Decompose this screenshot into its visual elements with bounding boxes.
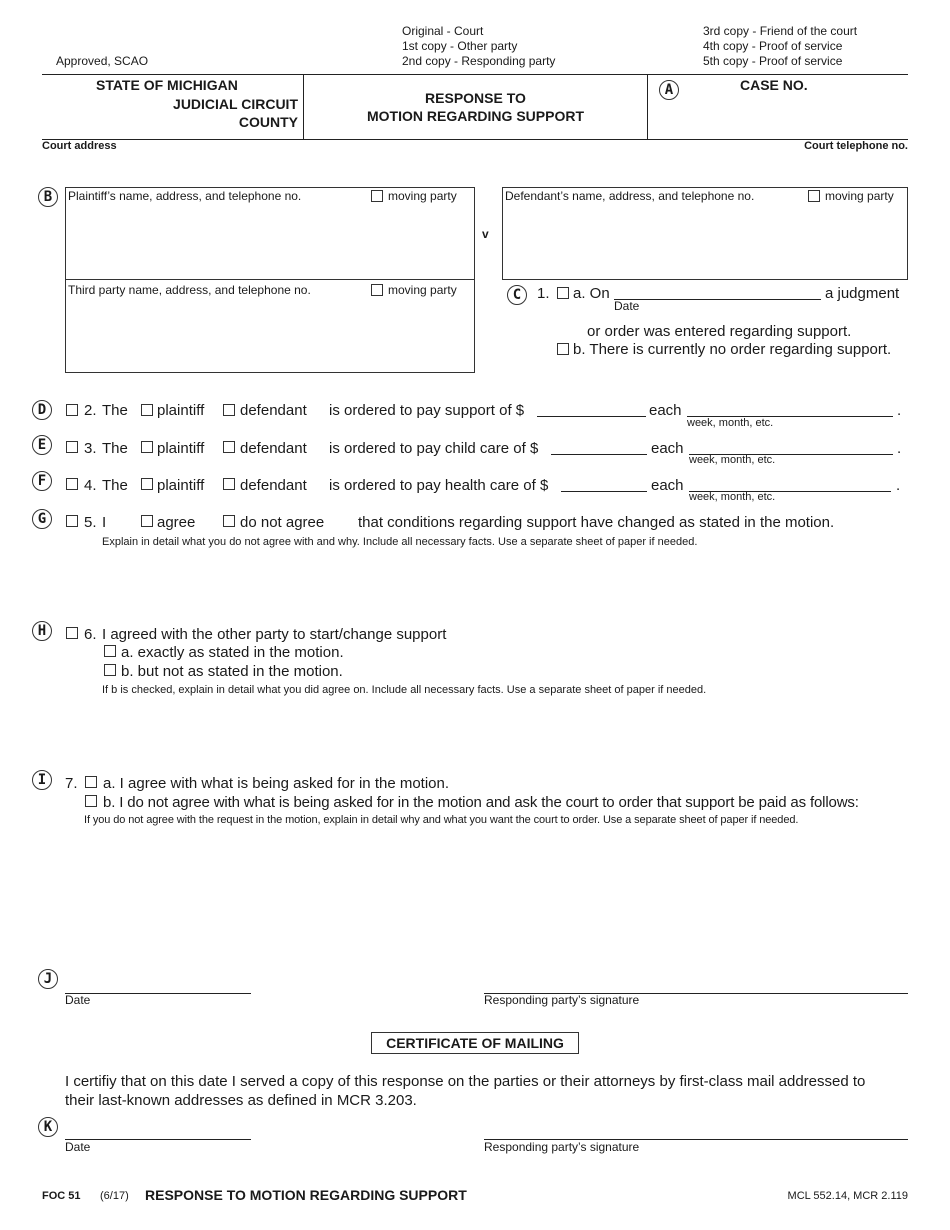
item2-text: is ordered to pay support of $: [329, 402, 525, 419]
item1b-label: b. There is currently no order regarding support.: [573, 341, 892, 358]
mailing-date-line[interactable]: [65, 1139, 251, 1140]
item4-text: is ordered to pay health care of $: [329, 477, 549, 494]
item1a-checkbox[interactable]: [557, 287, 569, 299]
third-party-moving-party-checkbox[interactable]: [371, 284, 383, 296]
defendant-moving-party-checkbox[interactable]: [808, 190, 820, 202]
item6-explain: If b is checked, explain in detail what you did agree on. Include all necessary facts. Use a separate sheet of paper if needed.: [102, 684, 707, 696]
item6a-label: a. exactly as stated in the motion.: [121, 644, 344, 661]
item2-each: each: [649, 402, 682, 419]
copy-distribution-2nd: 2nd copy - Responding party: [402, 54, 556, 68]
item5-i: I: [102, 514, 107, 531]
item4-the: The: [102, 477, 128, 494]
response-signature-caption: Responding party’s signature: [484, 993, 640, 1007]
item1a-date-caption: Date: [614, 299, 640, 313]
marker-c: C: [507, 285, 527, 305]
item3-plaintiff-label: plaintiff: [157, 440, 205, 457]
item7a-label: a. I agree with what is being asked for in the motion.: [103, 775, 450, 792]
item3-amount-line[interactable]: [551, 454, 647, 455]
marker-g: G: [32, 509, 52, 529]
court-address-label: Court address: [42, 140, 117, 152]
copy-distribution-5th: 5th copy - Proof of service: [703, 54, 843, 68]
versus-label: v: [482, 227, 489, 241]
item5-text: that conditions regarding support have changed as stated in the motion.: [358, 514, 835, 531]
header-top-rule: [42, 74, 908, 75]
item5-agree-checkbox[interactable]: [141, 515, 153, 527]
item4-plaintiff-label: plaintiff: [157, 477, 205, 494]
marker-d: D: [32, 400, 52, 420]
third-party-label: Third party name, address, and telephone no.: [68, 283, 311, 297]
circuit-label: JUDICIAL CIRCUIT: [173, 96, 298, 112]
item5-checkbox[interactable]: [66, 515, 78, 527]
item5-do-not-agree-checkbox[interactable]: [223, 515, 235, 527]
marker-b: B: [38, 187, 58, 207]
defendant-label: Defendant’s name, address, and telephone no.: [505, 189, 755, 203]
third-party-moving-party-label: moving party: [388, 283, 457, 297]
item6-text: I agreed with the other party to start/change support: [102, 626, 447, 643]
certificate-title: CERTIFICATE OF MAILING: [371, 1032, 579, 1054]
response-date-caption: Date: [65, 993, 91, 1007]
item4-period: .: [896, 477, 901, 494]
item2-number: 2.: [84, 402, 97, 419]
footer-form-number: FOC 51: [42, 1190, 81, 1202]
marker-k: K: [38, 1117, 58, 1137]
item1b-checkbox[interactable]: [557, 343, 569, 355]
approved-text: Approved, SCAO: [56, 54, 149, 68]
plaintiff-moving-party-checkbox[interactable]: [371, 190, 383, 202]
header-divider-left: [303, 74, 304, 139]
form-title-line2: MOTION REGARDING SUPPORT: [366, 108, 584, 124]
footer-title: RESPONSE TO MOTION REGARDING SUPPORT: [145, 1187, 467, 1203]
item7b-label: b. I do not agree with what is being asked for in the motion and ask the court to order that support be paid as follows:: [103, 794, 859, 811]
item4-plaintiff-checkbox[interactable]: [141, 478, 153, 490]
item3-period-caption: week, month, etc.: [689, 454, 776, 466]
item1a-suffix: a judgment: [825, 285, 900, 302]
item5-explain: Explain in detail what you do not agree with and why. Include all necessary facts. Use a separate sheet of paper if needed.: [102, 536, 698, 548]
plaintiff-label: Plaintiff’s name, address, and telephone no.: [68, 189, 302, 203]
item6-checkbox[interactable]: [66, 627, 78, 639]
copy-distribution-original: Original - Court: [402, 24, 484, 38]
form-title-line1: RESPONSE TO: [425, 90, 526, 106]
mailing-signature-caption: Responding party’s signature: [484, 1140, 640, 1154]
item1a-date-line[interactable]: [614, 299, 821, 300]
item3-plaintiff-checkbox[interactable]: [141, 441, 153, 453]
item1-number: 1.: [537, 285, 550, 302]
item2-amount-line[interactable]: [537, 416, 646, 417]
item3-period: .: [897, 440, 902, 457]
copy-distribution-4th: 4th copy - Proof of service: [703, 39, 843, 53]
header-bottom-rule: [42, 139, 908, 140]
item6a-checkbox[interactable]: [104, 645, 116, 657]
header-divider-right: [647, 74, 648, 139]
item5-number: 5.: [84, 514, 97, 531]
county-label: COUNTY: [238, 114, 298, 130]
marker-a: A: [659, 80, 679, 100]
item6-number: 6.: [84, 626, 97, 643]
footer-citation: MCL 552.14, MCR 2.119: [787, 1190, 908, 1202]
item3-text: is ordered to pay child care of $: [329, 440, 539, 457]
item4-period-caption: week, month, etc.: [689, 491, 776, 503]
response-date-line[interactable]: [65, 993, 251, 994]
item7b-checkbox[interactable]: [85, 795, 97, 807]
defendant-moving-party-label: moving party: [825, 189, 894, 203]
item4-number: 4.: [84, 477, 97, 494]
copy-distribution-1st: 1st copy - Other party: [402, 39, 518, 53]
marker-j: J: [38, 969, 58, 989]
item4-defendant-checkbox[interactable]: [223, 478, 235, 490]
court-phone-label: Court telephone no.: [804, 140, 908, 152]
item2-plaintiff-checkbox[interactable]: [141, 404, 153, 416]
item3-defendant-checkbox[interactable]: [223, 441, 235, 453]
item2-plaintiff-label: plaintiff: [157, 402, 205, 419]
case-no-label: CASE NO.: [740, 77, 808, 93]
item3-checkbox[interactable]: [66, 441, 78, 453]
marker-i: I: [32, 770, 52, 790]
item1a-label: a. On: [573, 285, 610, 302]
marker-h: H: [32, 621, 52, 641]
item7-explain: If you do not agree with the request in the motion, explain in detail why and what you want the court to order. Use a separate sheet of paper if needed.: [84, 814, 799, 826]
item5-do-not-agree-label: do not agree: [240, 514, 325, 531]
item2-defendant-checkbox[interactable]: [223, 404, 235, 416]
copy-distribution-3rd: 3rd copy - Friend of the court: [703, 24, 858, 38]
item7a-checkbox[interactable]: [85, 776, 97, 788]
plaintiff-moving-party-label: moving party: [388, 189, 457, 203]
item3-each: each: [651, 440, 684, 457]
footer-revision: (6/17): [100, 1190, 129, 1202]
item6b-checkbox[interactable]: [104, 664, 116, 676]
mailing-date-caption: Date: [65, 1140, 91, 1154]
item4-each: each: [651, 477, 684, 494]
item3-defendant-label: defendant: [240, 440, 307, 457]
item2-period: .: [897, 402, 902, 419]
state-label: STATE OF MICHIGAN: [96, 77, 238, 93]
item2-period-caption: week, month, etc.: [687, 417, 774, 429]
item3-the: The: [102, 440, 128, 457]
marker-e: E: [32, 435, 52, 455]
item1a-line2: or order was entered regarding support.: [587, 323, 852, 340]
certificate-text-line2: their last-known addresses as defined in MCR 3.203.: [65, 1092, 417, 1109]
item3-number: 3.: [84, 440, 97, 457]
item5-agree-label: agree: [157, 514, 196, 531]
item4-amount-line[interactable]: [561, 491, 647, 492]
item7-number: 7.: [65, 775, 78, 792]
certificate-text-line1: I certifiy that on this date I served a copy of this response on the parties or their attorneys by first-class mail addressed to: [65, 1073, 866, 1090]
item4-defendant-label: defendant: [240, 477, 307, 494]
item2-the: The: [102, 402, 128, 419]
item4-checkbox[interactable]: [66, 478, 78, 490]
item2-checkbox[interactable]: [66, 404, 78, 416]
item6b-label: b. but not as stated in the motion.: [121, 663, 343, 680]
item2-defendant-label: defendant: [240, 402, 307, 419]
marker-f: F: [32, 471, 52, 491]
